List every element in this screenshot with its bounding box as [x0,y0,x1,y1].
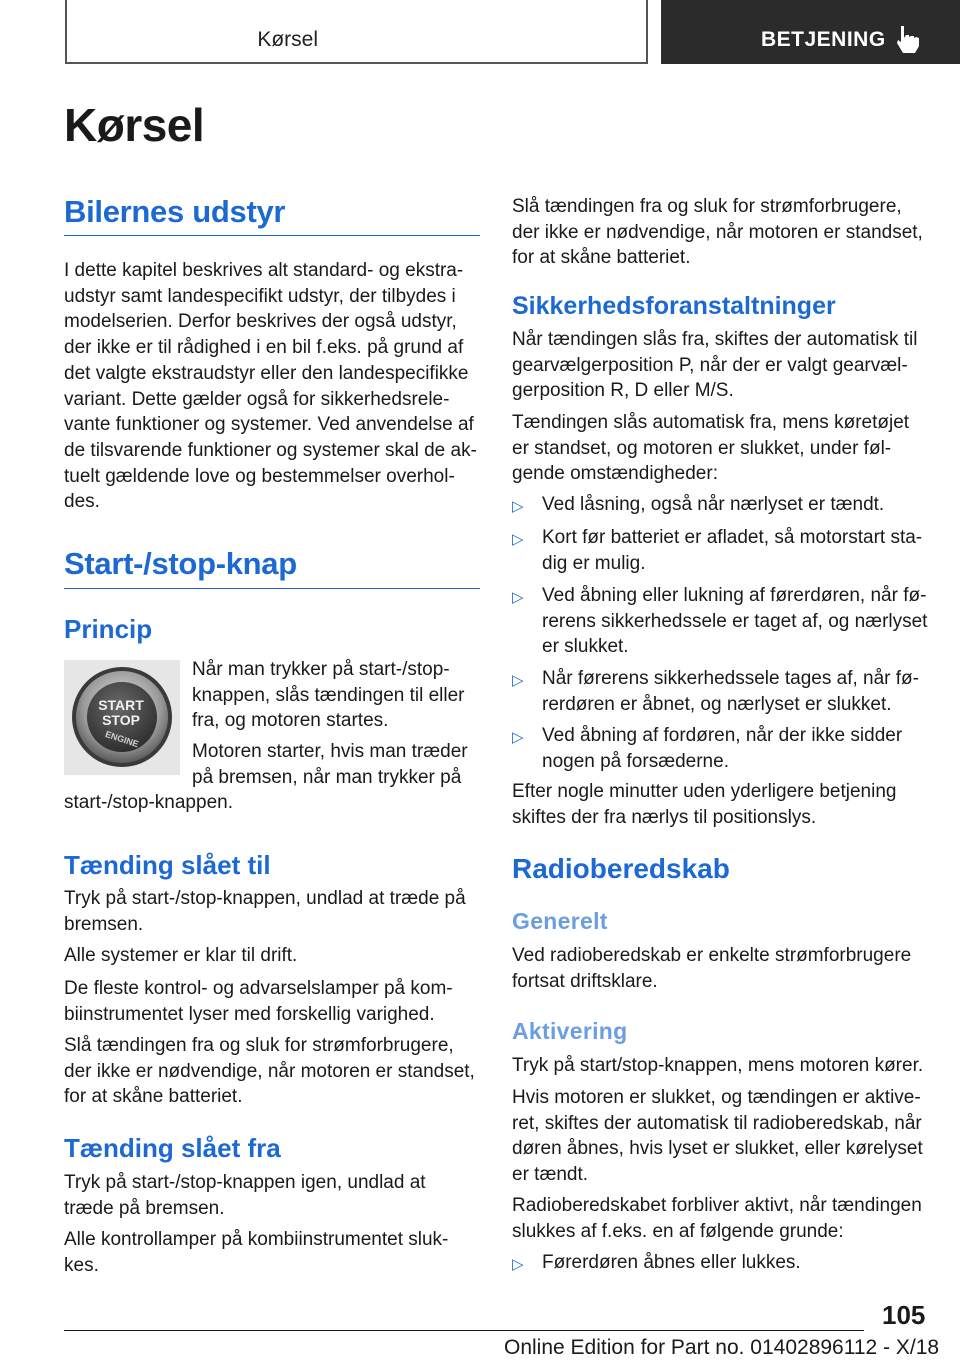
paragraph-ignition-off-1: Tryk på start-/stop-knappen igen, undlad at træde på bremsen. [64,1172,426,1219]
heading-activation: Aktivering [512,1018,628,1044]
paragraph-ignition-on-4: Slå tændingen fra og sluk for strømforbrugere, der ikke er nødvendige, når motoren er standset, for at skåne batteriet. [64,1035,475,1108]
header-section-title: Kørsel [257,28,318,51]
paragraph-safety-1: Når tændingen slås fra, skiftes der automatisk til gearvælgerposition P, når der er valgt gearvæl-gerposition R, D eller M/S. [512,329,918,402]
paragraph-equipment: I dette kapitel beskrives alt standard- og ekstra-udstyr samt landespecifikt udstyr, der tilbydes i modelserien. Derfor beskrives der også udstyr, der ikke er til rådighed i en bil f.eks. på grund af det valgte ekstraudstyr eller den landespecifikke variant. Dette gælder også for sikkerhedsrele-vante funktioner og systemer. Ved anvendelse af de tilsvarende funktioner og systemer skal de ak-tuelt gældende love og bestemmelser overhol-des. [64,260,477,513]
paragraph-activation-1: Tryk på start/stop-knappen, mens motoren kører. [512,1055,924,1076]
start-stop-button-image [64,660,180,775]
heading-ignition-on: Tænding slået til [64,850,271,880]
heading-startstop: Start-/stop-knap [64,546,297,581]
triangle-bullet-icon: ▷ [512,531,524,548]
heading-radio: Radioberedskab [512,853,730,884]
edition-note: Online Edition for Part no. 01402896112 - X/18 [504,1336,940,1359]
list-item-text: Ved åbning eller lukning af førerdøren, når fø-rerens sikkerhedssele er taget af, og nærlyset er slukket. [542,585,928,658]
paragraph-general: Ved radioberedskab er enkelte strømforbrugere fortsat driftsklare. [512,945,912,992]
paragraph-principle-2-end: start-/stop-knappen. [64,792,233,813]
button-text-engine: ENGINE [103,729,140,750]
button-text-start: START [98,697,144,713]
heading-principle: Princip [64,614,153,644]
heading-rule [64,588,480,589]
hand-pointer-icon [893,24,921,54]
list-item-text: Førerdøren åbnes eller lukkes. [542,1252,801,1273]
heading-ignition-off: Tænding slået fra [64,1133,281,1163]
paragraph-ignition-on-2: Alle systemer er klar til drift. [64,945,298,966]
paragraph-principle-1: Når man trykker på start-/stop-knappen, slås tændingen til eller fra, og motoren startes. [192,659,465,732]
header-section-box [65,0,648,64]
heading-rule [64,235,480,236]
page-number: 105 [882,1300,926,1330]
list-item-text: Kort før batteriet er afladet, så motorstart sta-dig er mulig. [542,527,923,574]
start-stop-engine-icon [64,660,180,775]
paragraph-ignition-on-1: Tryk på start-/stop-knappen, undlad at træde på bremsen. [64,888,466,935]
triangle-bullet-icon: ▷ [512,1256,524,1273]
heading-general: Generelt [512,908,608,934]
heading-safety: Sikkerhedsforanstaltninger [512,292,836,320]
paragraph-activation-2: Hvis motoren er slukket, og tændingen er aktive-ret, skiftes der automatisk til radioberedskab, når døren åbnes, hvis lyset er slukket, eller kørelyset er tændt. [512,1087,923,1186]
paragraph-activation-3: Radioberedskabet forbliver aktivt, når tændingen slukkes af f.eks. en af følgende grunde: [512,1195,922,1242]
paragraph-top: Slå tændingen fra og sluk for strømforbrugere, der ikke er nødvendige, når motoren er standset, for at skåne batteriet. [512,196,923,269]
list-item-text: Ved låsning, også når nærlyset er tændt. [542,494,885,515]
button-text-stop: STOP [102,712,140,728]
paragraph-after: Efter nogle minutter uden yderligere betjening skiftes der fra nærlys til positionslys. [512,781,897,828]
list-item-text: Ved åbning af fordøren, når der ikke sidder nogen på forsæderne. [542,725,903,772]
paragraph-safety-2: Tændingen slås automatisk fra, mens køretøjet er standset, og motoren er slukket, under føl-gende omstændigheder: [512,412,910,485]
triangle-bullet-icon: ▷ [512,589,524,606]
triangle-bullet-icon: ▷ [512,672,524,689]
list-item-text: Når førerens sikkerhedssele tages af, når fø-rerdøren er åbnet, og nærlyset er slukket. [542,668,919,715]
triangle-bullet-icon: ▷ [512,729,524,746]
header-chapter-label: BETJENING [761,28,886,51]
footer-rule [64,1330,864,1331]
paragraph-principle-2: Motoren starter, hvis man træder på bremsen, når man trykker på [192,741,468,788]
paragraph-ignition-off-2: Alle kontrollamper på kombiinstrumentet sluk-kes. [64,1229,449,1276]
paragraph-ignition-on-3: De fleste kontrol- og advarselslamper på kom-biinstrumentet lyser med forskellig varighed. [64,978,453,1025]
header-chapter-tab [661,0,960,64]
page-title: Kørsel [64,99,205,151]
heading-equipment: Bilernes udstyr [64,194,286,229]
triangle-bullet-icon: ▷ [512,498,524,515]
